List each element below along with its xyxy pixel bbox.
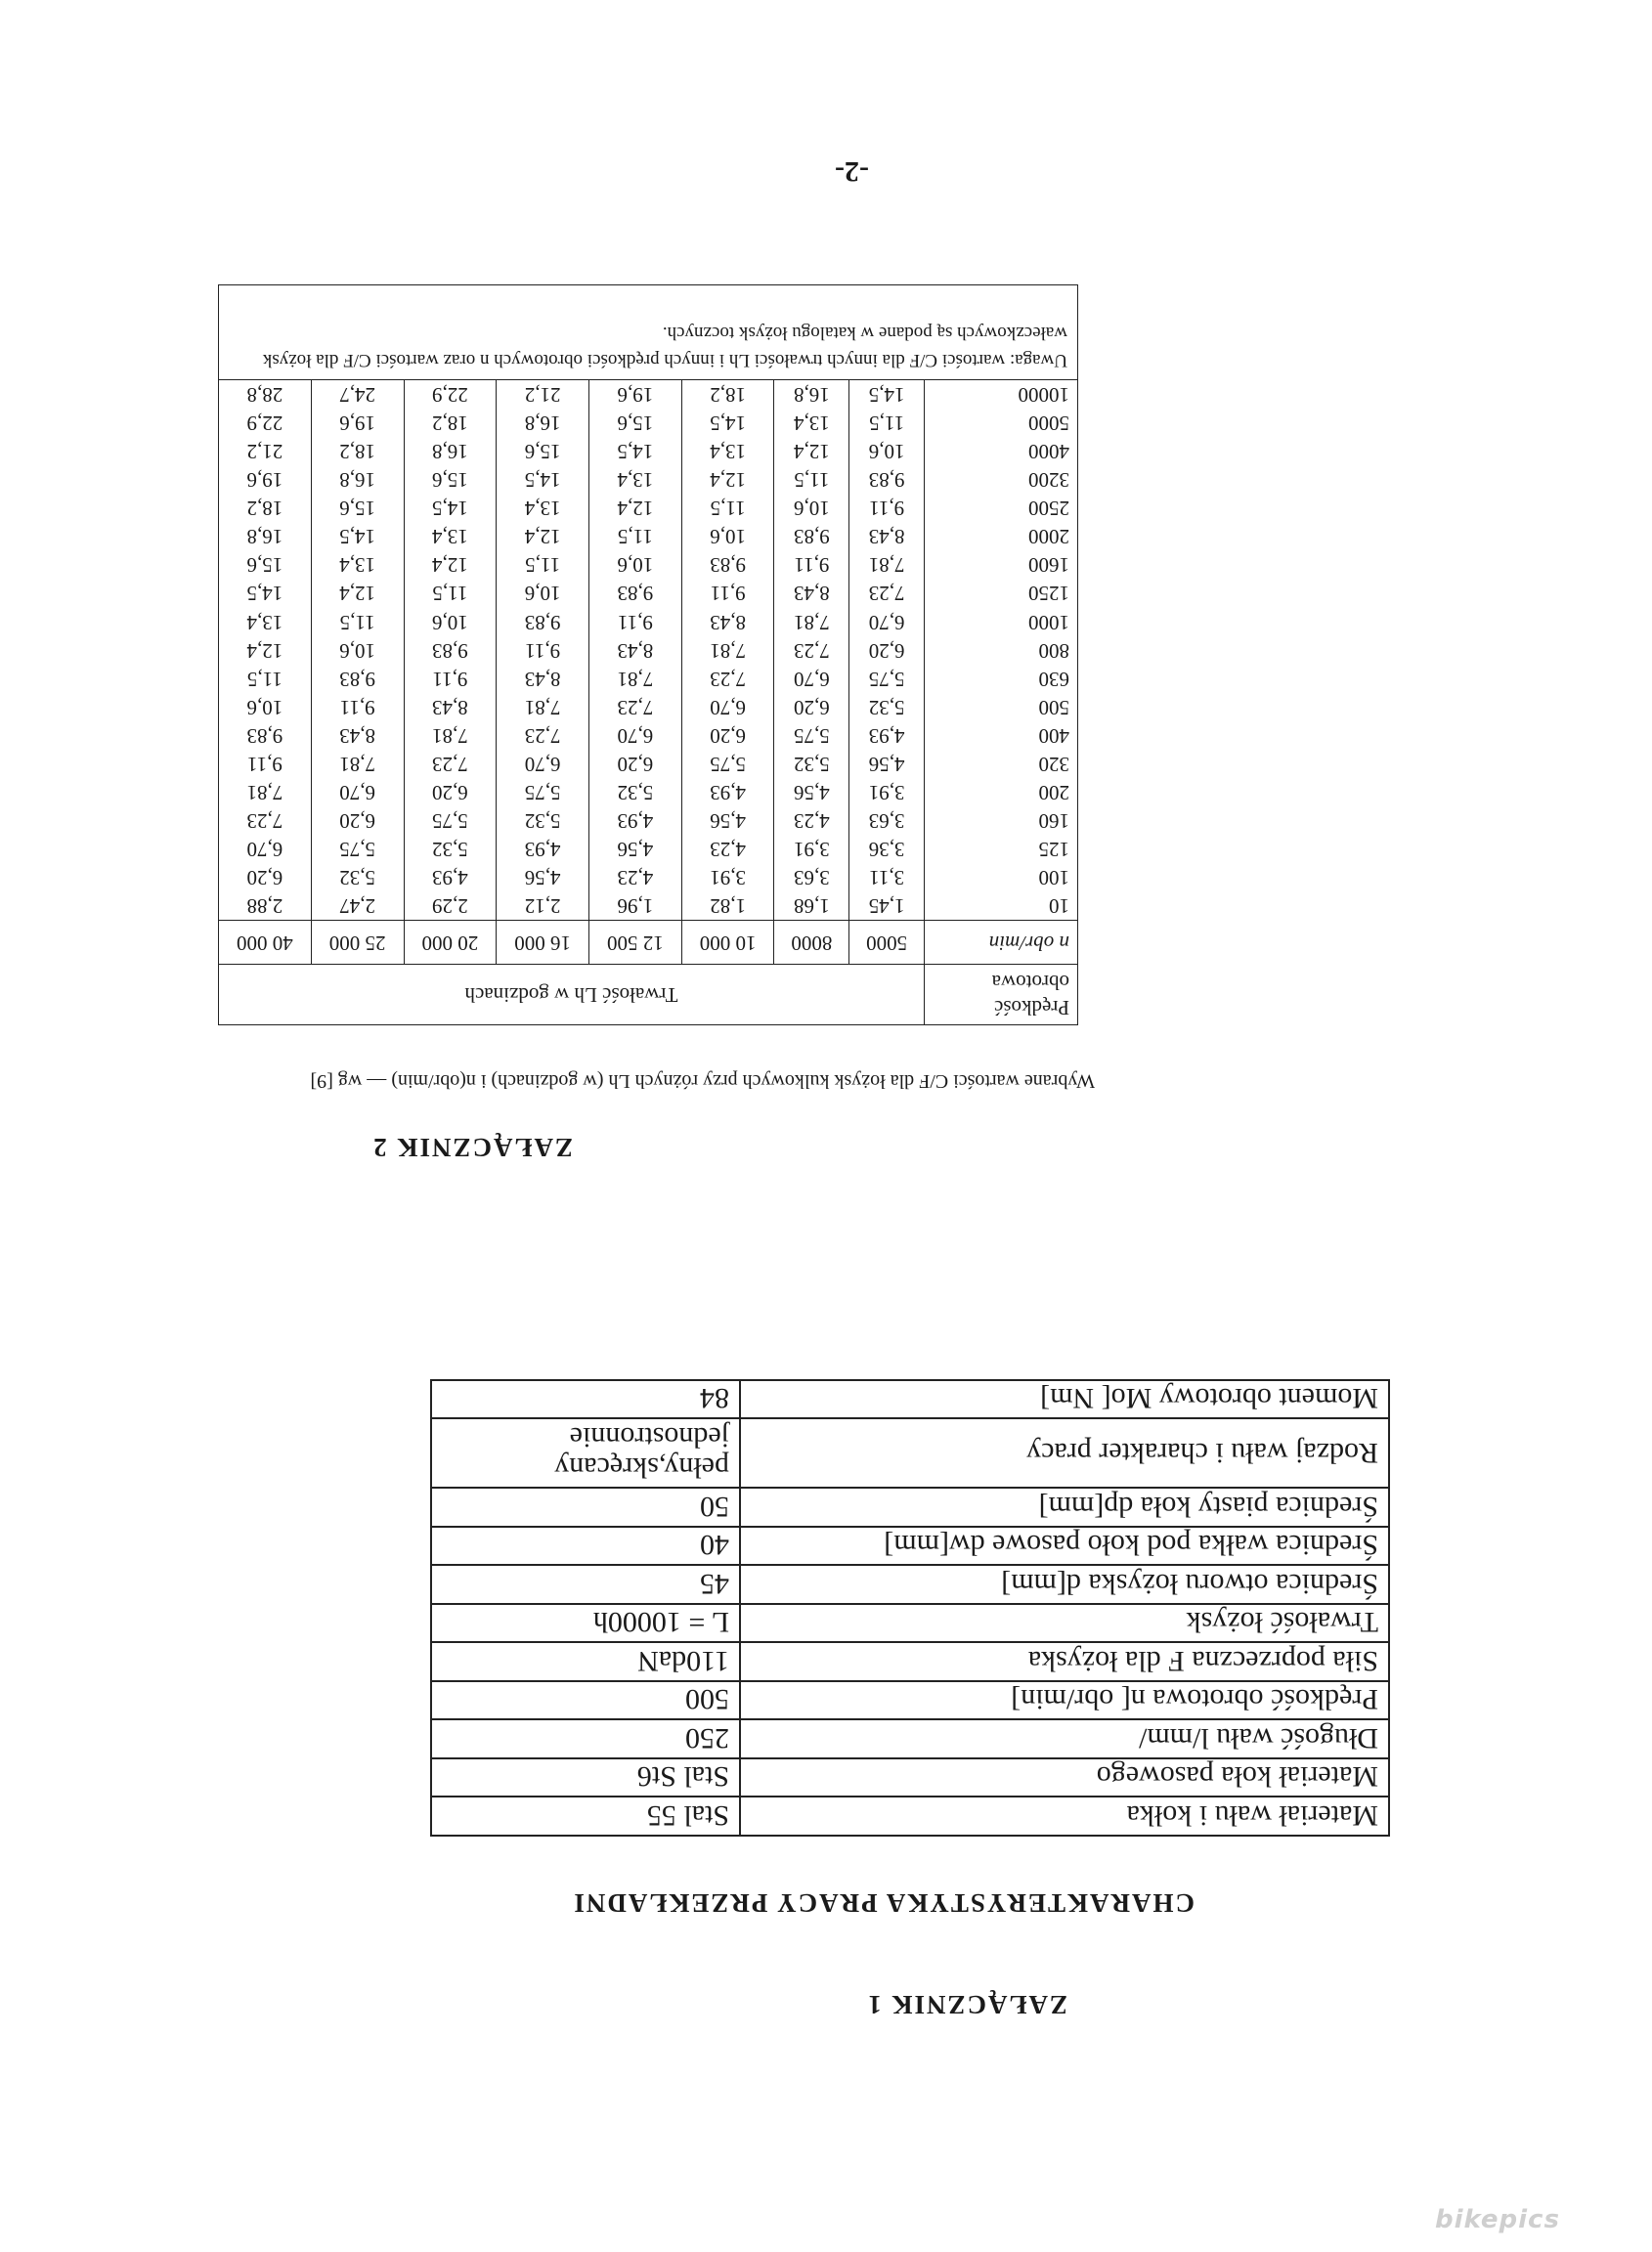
- cf-value: 8,43: [710, 610, 746, 634]
- cf-value: 22,9: [246, 411, 283, 435]
- cf-value: 6,70: [617, 723, 654, 748]
- cf-column: [497, 379, 589, 921]
- cf-column: [774, 379, 849, 921]
- row-label: Prędkość obrotowa n[ obr/min]: [740, 1681, 1389, 1720]
- speed-value: 2000: [1028, 525, 1069, 549]
- cf-value: 9,11: [525, 638, 561, 663]
- cf-value: 5,75: [524, 781, 561, 805]
- cf-value: 14,5: [246, 582, 283, 606]
- cf-value: 11,5: [246, 667, 283, 691]
- cf-value: 10,6: [339, 638, 376, 663]
- cf-value: 9,83: [246, 723, 283, 748]
- cf-value: 19,6: [246, 468, 283, 493]
- annex1-subtitle: CHARAKTERYSTYKA PRACY PRZEKŁADNI: [572, 1888, 1195, 1918]
- cf-value: 6,70: [339, 781, 376, 805]
- cf-value: 12,4: [710, 468, 746, 493]
- cf-value: 7,23: [246, 809, 283, 834]
- cf-value: 6,20: [710, 723, 746, 748]
- annex2-title: ZAŁĄCZNIK 2: [371, 1133, 573, 1162]
- row-label: Trwałość łożysk: [740, 1604, 1389, 1643]
- cf-value: 5,75: [868, 667, 905, 691]
- cf-value: 13,4: [793, 411, 830, 435]
- cf-value: 5,75: [432, 809, 468, 834]
- cf-value: 7,23: [432, 753, 468, 777]
- cf-value: 5,32: [868, 695, 905, 719]
- cf-column: [404, 379, 497, 921]
- cf-value: 2,12: [524, 894, 561, 919]
- cf-value: 10,6: [524, 582, 561, 606]
- page-number: -2-: [835, 155, 869, 188]
- cf-value: 14,5: [432, 497, 468, 521]
- cf-value: 7,23: [617, 695, 654, 719]
- speed-value: 800: [1038, 638, 1069, 663]
- cf-value: 5,32: [617, 781, 654, 805]
- cf-value: 1,82: [710, 894, 746, 919]
- cf-value: 14,5: [710, 411, 746, 435]
- life-value: 20 000: [404, 921, 497, 965]
- cf-value: 3,63: [793, 866, 830, 890]
- table-row: [431, 1681, 1389, 1720]
- speed-unit: n obr/min: [925, 921, 1078, 965]
- cf-value: 6,20: [868, 638, 905, 663]
- cf-value: 6,20: [246, 866, 283, 890]
- cf-value: 5,32: [524, 809, 561, 834]
- cf-value: 5,32: [339, 866, 376, 890]
- cf-value: 9,83: [339, 667, 376, 691]
- cf-value: 1,96: [617, 894, 654, 919]
- cf-value: 6,70: [246, 838, 283, 862]
- cf-value: 12,4: [524, 525, 561, 549]
- cf-value: 12,4: [246, 638, 283, 663]
- life-value: 25 000: [311, 921, 404, 965]
- cf-value: 14,5: [524, 468, 561, 493]
- cf-value: 6,70: [710, 695, 746, 719]
- speed-value: 400: [1038, 723, 1069, 748]
- life-value: 16 000: [497, 921, 589, 965]
- cf-value: 4,93: [432, 866, 468, 890]
- cf-value: 6,20: [793, 695, 830, 719]
- cf-value: 6,70: [524, 753, 561, 777]
- cf-value: 13,4: [710, 440, 746, 463]
- cf-value: 10,6: [617, 553, 654, 578]
- cf-value: 8,43: [432, 695, 468, 719]
- cf-value: 7,81: [710, 638, 746, 663]
- cf-value: 5,32: [432, 838, 468, 862]
- speed-header: Prędkość obrotowa: [925, 965, 1078, 1025]
- cf-value: 7,81: [432, 723, 468, 748]
- table-row: [431, 1797, 1389, 1837]
- speed-value: 3200: [1028, 468, 1069, 493]
- cf-value: 3,36: [868, 838, 905, 862]
- cf-value: 24,7: [339, 382, 376, 407]
- cf-value: 9,11: [339, 695, 375, 719]
- cf-value: 19,6: [617, 382, 654, 407]
- row-value: pełny,skręcany jednostronnie: [431, 1419, 740, 1489]
- cf-value: 4,23: [617, 866, 654, 890]
- cf-value: 9,11: [617, 610, 653, 634]
- speed-value: 500: [1038, 695, 1069, 719]
- row-label: Długość wału l/mm/: [740, 1720, 1389, 1759]
- row-label: Materiał wału i kołka: [740, 1797, 1389, 1837]
- cf-value: 15,6: [246, 553, 283, 578]
- cf-value: 4,23: [710, 838, 746, 862]
- cf-value: 16,8: [524, 411, 561, 435]
- cf-value: 7,81: [617, 667, 654, 691]
- cf-value: 13,4: [617, 468, 654, 493]
- row-value: Stal St6: [431, 1758, 740, 1797]
- row-value: 84: [431, 1380, 740, 1419]
- speed-value: 160: [1038, 809, 1069, 834]
- cf-value: 1,45: [868, 894, 905, 919]
- cf-value: 4,93: [710, 781, 746, 805]
- cf-value: 1,68: [793, 894, 830, 919]
- annex2-caption: Wybrane wartości C/F dla łożysk kulkowych przy różnych Lh (w godzinach) i n(obr/min) — wg [9]: [310, 1070, 1095, 1092]
- cf-value: 6,70: [868, 610, 905, 634]
- cf-value: 5,75: [793, 723, 830, 748]
- cf-value: 18,2: [432, 411, 468, 435]
- cf-value: 9,83: [617, 582, 654, 606]
- row-value: 40: [431, 1527, 740, 1566]
- cf-value: 2,88: [246, 894, 283, 919]
- cf-value: 5,32: [793, 753, 830, 777]
- characteristics-table: [430, 1379, 1390, 1837]
- cf-value: 13,4: [432, 525, 468, 549]
- table-row: [431, 1643, 1389, 1682]
- table-note: Uwaga: wartości C/F dla innych trwałości Lh i innych prędkości obrotowych n oraz wartości C/F dla łożysk wałeczkowych są podane w katalogu łożysk tocznych.: [219, 284, 1078, 379]
- speed-value: 10: [1049, 894, 1069, 919]
- cf-value: 21,2: [524, 382, 561, 407]
- life-value: 12 500: [589, 921, 682, 965]
- cf-value: 13,4: [339, 553, 376, 578]
- cf-value: 11,5: [432, 582, 468, 606]
- cf-value: 8,43: [617, 638, 654, 663]
- speed-value: 5000: [1028, 411, 1069, 435]
- cf-value: 4,56: [868, 753, 905, 777]
- cf-value: 11,5: [339, 610, 375, 634]
- cf-value: 7,81: [339, 753, 376, 777]
- cf-value: 2,29: [432, 894, 468, 919]
- cf-column: [311, 379, 404, 921]
- cf-value: 15,6: [617, 411, 654, 435]
- bearing-cf-table: [218, 284, 1078, 1025]
- speed-value: 4000: [1028, 440, 1069, 463]
- speed-value: 1000: [1028, 610, 1069, 634]
- cf-value: 10,6: [432, 610, 468, 634]
- cf-value: 15,6: [339, 497, 376, 521]
- cf-value: 9,83: [793, 525, 830, 549]
- cf-value: 7,81: [868, 553, 905, 578]
- cf-value: 12,4: [793, 440, 830, 463]
- speed-value: 630: [1038, 667, 1069, 691]
- cf-value: 4,93: [868, 723, 905, 748]
- cf-value: 12,4: [432, 553, 468, 578]
- cf-value: 12,4: [339, 582, 376, 606]
- cf-value: 6,20: [432, 781, 468, 805]
- speed-value: 100: [1038, 866, 1069, 890]
- cf-value: 8,43: [793, 582, 830, 606]
- cf-value: 12,4: [617, 497, 654, 521]
- cf-value: 4,93: [524, 838, 561, 862]
- cf-value: 18,2: [339, 440, 376, 463]
- cf-value: 9,83: [710, 553, 746, 578]
- cf-value: 6,20: [617, 753, 654, 777]
- row-value: L = 10000h: [431, 1604, 740, 1643]
- cf-value: 10,6: [868, 440, 905, 463]
- cf-value: 13,4: [246, 610, 283, 634]
- cf-value: 4,56: [710, 809, 746, 834]
- cf-column: [589, 379, 682, 921]
- cf-value: 16,8: [339, 468, 376, 493]
- cf-value: 9,11: [246, 753, 283, 777]
- row-value: 50: [431, 1489, 740, 1528]
- cf-value: 16,8: [432, 440, 468, 463]
- cf-value: 8,43: [339, 723, 376, 748]
- cf-value: 16,8: [793, 382, 830, 407]
- speed-value: 200: [1038, 781, 1069, 805]
- cf-value: 7,81: [793, 610, 830, 634]
- row-label: Materiał koła pasowego: [740, 1758, 1389, 1797]
- cf-value: 14,5: [617, 440, 654, 463]
- cf-value: 9,83: [432, 638, 468, 663]
- cf-value: 8,43: [524, 667, 561, 691]
- cf-value: 7,81: [524, 695, 561, 719]
- cf-value: 11,5: [710, 497, 746, 521]
- table-row: [431, 1720, 1389, 1759]
- speed-value: 2500: [1028, 497, 1069, 521]
- cf-value: 3,91: [793, 838, 830, 862]
- row-label: Moment obrotowy Mo[ Nm]: [740, 1380, 1389, 1419]
- cf-value: 16,8: [246, 525, 283, 549]
- cf-value: 3,11: [869, 866, 905, 890]
- speed-value: 1600: [1028, 553, 1069, 578]
- cf-value: 3,91: [868, 781, 905, 805]
- row-label: Średnica piasty koła dp[mm]: [740, 1489, 1389, 1528]
- row-value: 45: [431, 1566, 740, 1605]
- life-value: 8000: [774, 921, 849, 965]
- cf-value: 10,6: [710, 525, 746, 549]
- row-label: Siła poprzeczna F dla łożyska: [740, 1643, 1389, 1682]
- cf-value: 8,43: [868, 525, 905, 549]
- table-row: [431, 1758, 1389, 1797]
- cf-value: 11,5: [617, 525, 653, 549]
- cf-value: 4,56: [524, 866, 561, 890]
- cf-value: 13,4: [524, 497, 561, 521]
- annex1-title: ZAŁĄCZNIK 1: [866, 1990, 1067, 2019]
- row-value: 110daN: [431, 1643, 740, 1682]
- speed-column: [925, 379, 1078, 921]
- row-label: Średnica wałka pod koło pasowe dw[mm]: [740, 1527, 1389, 1566]
- cf-value: 9,11: [869, 497, 905, 521]
- cf-value: 9,83: [524, 610, 561, 634]
- table-row: [431, 1527, 1389, 1566]
- cf-value: 7,23: [868, 582, 905, 606]
- cf-value: 9,11: [794, 553, 830, 578]
- row-value: 250: [431, 1720, 740, 1759]
- cf-value: 19,6: [339, 411, 376, 435]
- cf-value: 4,56: [793, 781, 830, 805]
- table-row: [431, 1419, 1389, 1489]
- cf-value: 14,5: [339, 525, 376, 549]
- row-label: Rodzaj wału i charakter pracy: [740, 1419, 1389, 1489]
- life-header: Trwałość Lh w godzinach: [219, 965, 925, 1025]
- cf-column: [849, 379, 925, 921]
- cf-value: 2,47: [339, 894, 376, 919]
- cf-value: 11,5: [869, 411, 905, 435]
- cf-value: 11,5: [794, 468, 830, 493]
- table-row: [431, 1566, 1389, 1605]
- cf-value: 10,6: [793, 497, 830, 521]
- cf-value: 7,23: [710, 667, 746, 691]
- cf-value: 11,5: [525, 553, 561, 578]
- cf-value: 22,9: [432, 382, 468, 407]
- cf-value: 4,93: [617, 809, 654, 834]
- row-label: Średnica otworu łożyska d[mm]: [740, 1566, 1389, 1605]
- cf-value: 3,63: [868, 809, 905, 834]
- cf-value: 6,70: [793, 667, 830, 691]
- cf-value: 10,6: [246, 695, 283, 719]
- cf-value: 9,11: [710, 582, 746, 606]
- cf-value: 5,75: [710, 753, 746, 777]
- life-value: 10 000: [681, 921, 774, 965]
- life-value: 40 000: [219, 921, 312, 965]
- cf-value: 28,8: [246, 382, 283, 407]
- cf-value: 6,20: [339, 809, 376, 834]
- speed-value: 125: [1038, 838, 1069, 862]
- table-row: [431, 1489, 1389, 1528]
- cf-value: 5,75: [339, 838, 376, 862]
- table-row: [431, 1604, 1389, 1643]
- cf-value: 7,81: [246, 781, 283, 805]
- table-row: [431, 1380, 1389, 1419]
- speed-value: 320: [1038, 753, 1069, 777]
- cf-value: 15,6: [432, 468, 468, 493]
- cf-value: 9,11: [432, 667, 468, 691]
- cf-value: 18,2: [246, 497, 283, 521]
- speed-value: 10000: [1018, 382, 1069, 407]
- cf-value: 7,23: [793, 638, 830, 663]
- speed-value: 1250: [1028, 582, 1069, 606]
- cf-value: 4,23: [793, 809, 830, 834]
- row-value: 500: [431, 1681, 740, 1720]
- cf-value: 18,2: [710, 382, 746, 407]
- life-value: 5000: [849, 921, 925, 965]
- cf-column: [219, 379, 312, 921]
- cf-value: 7,23: [524, 723, 561, 748]
- cf-column: [681, 379, 774, 921]
- cf-value: 9,83: [868, 468, 905, 493]
- row-value: Stal 55: [431, 1797, 740, 1837]
- cf-value: 3,91: [710, 866, 746, 890]
- watermark-logo: bikepics: [1435, 2205, 1560, 2234]
- cf-value: 4,56: [617, 838, 654, 862]
- cf-value: 15,6: [524, 440, 561, 463]
- cf-value: 21,2: [246, 440, 283, 463]
- cf-value: 14,5: [868, 382, 905, 407]
